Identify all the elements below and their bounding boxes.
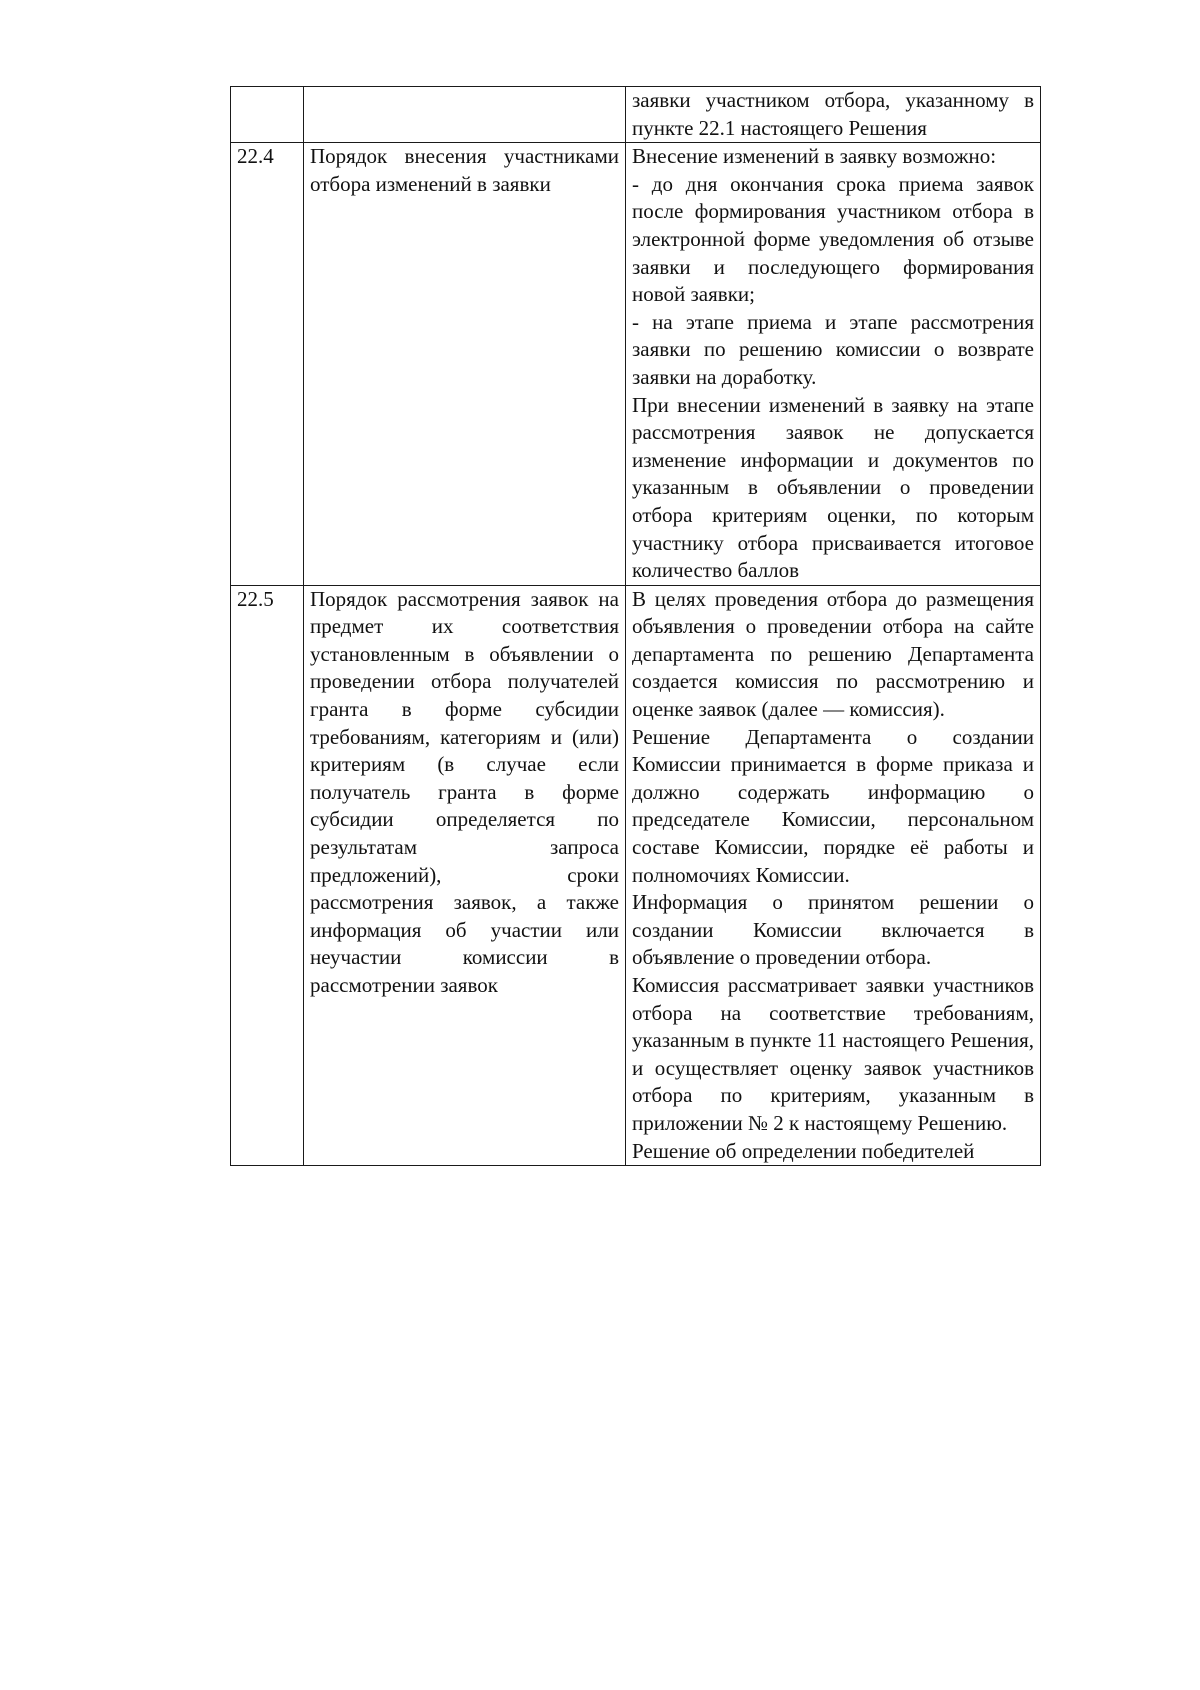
description-paragraph: заявки участником отбора, указанному в пункте 22.1 настоящего Решения xyxy=(632,88,1034,140)
row-description xyxy=(626,585,1041,1165)
description-paragraph: Решение об определении победителей xyxy=(632,1138,975,1163)
row-description xyxy=(626,143,1041,586)
table-row xyxy=(231,143,1041,586)
description-paragraph: В целях проведения отбора до размещения объявления о проведении отбора на сайте департамента по решению Департамента создается комиссия по рассмотрению и оценке заявок (далее — комиссия). xyxy=(632,586,1034,722)
description-paragraph: - на этапе приема и этапе рассмотрения заявки по решению комиссии о возврате заявки на доработку. xyxy=(632,309,1034,389)
document-table xyxy=(230,86,1041,1166)
table-row xyxy=(231,87,1041,143)
description-paragraph: - до дня окончания срока приема заявок после формирования участником отбора в электронной форме уведомления об отзыве заявки и последующего формирования новой заявки; xyxy=(632,171,1034,307)
row-name-text: Порядок внесения участниками отбора изменений в заявки xyxy=(310,144,619,196)
row-name xyxy=(304,143,626,586)
row-number: 22.4 xyxy=(231,143,304,586)
description-paragraph: Решение Департамента о создании Комиссии принимается в форме приказа и должно содержать информацию о председателе Комиссии, персональном составе Комиссии, порядке её работы и полномочиях Комиссии. xyxy=(632,724,1034,887)
description-paragraph: Информация о принятом решении о создании Комиссии включается в объявление о проведении отбора. xyxy=(632,890,1034,970)
row-name-text: Порядок рассмотрения заявок на предмет их соответствия установленным в объявлении о проведении отбора получателей гранта в форме субсидии требованиям, категориям и (или) критериям (в случае если получатель гранта в форме субсидии определяется по результатам запроса предложений), сроки рассмотрения заявок, а также информация об участии или неучастии комиссии в рассмотрении заявок xyxy=(310,586,619,997)
row-number: 22.5 xyxy=(231,585,304,1165)
row-description xyxy=(626,87,1041,143)
table-row xyxy=(231,585,1041,1165)
description-paragraph: При внесении изменений в заявку на этапе рассмотрения заявок не допускается изменение информации и документов по указанным в объявлении о проведении отбора критериям оценки, по которым участнику отбора присваивается итоговое количество баллов xyxy=(632,392,1034,583)
row-number xyxy=(231,87,304,143)
description-paragraph: Внесение изменений в заявку возможно: xyxy=(632,144,997,169)
description-paragraph: Комиссия рассматривает заявки участников отбора на соответствие требованиям, указанным в пункте 11 настоящего Решения, и осуществляет оценку заявок участников отбора по критериям, указанным в приложении № 2 к настоящему Решению. xyxy=(632,973,1034,1135)
row-name xyxy=(304,585,626,1165)
row-name xyxy=(304,87,626,143)
